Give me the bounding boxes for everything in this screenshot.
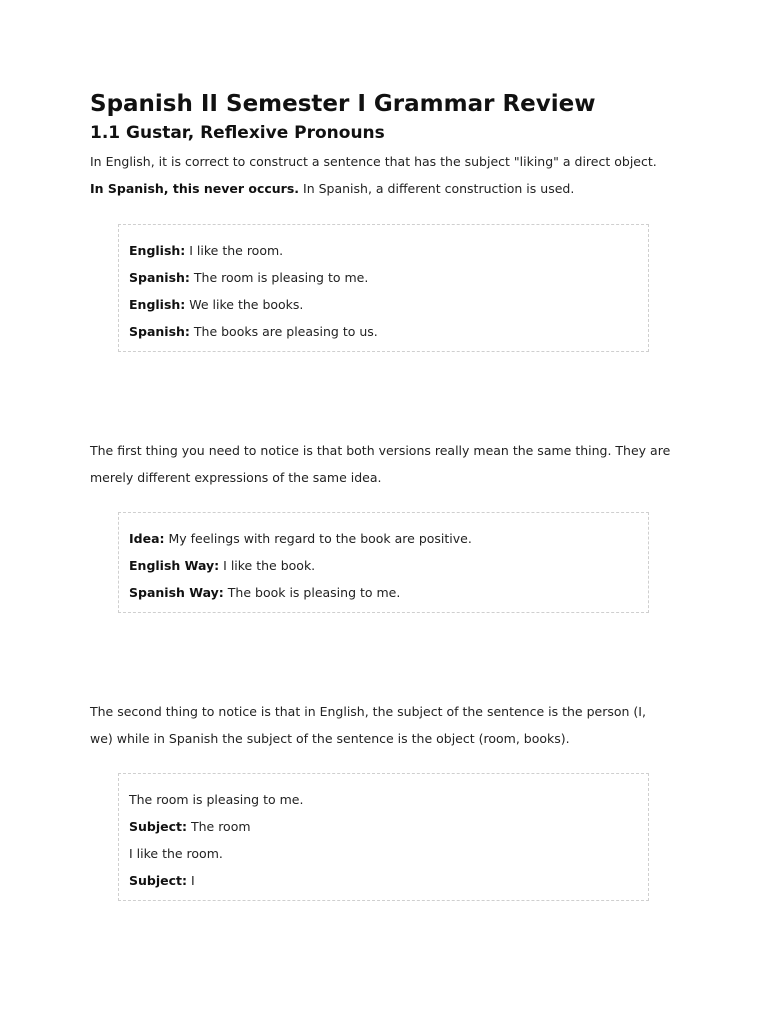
intro-paragraph: [90, 148, 690, 202]
example-line: [129, 552, 638, 579]
example-text: I like the room.: [129, 846, 223, 861]
example-line: [129, 525, 638, 552]
paragraph-2-line-1: The first thing you need to notice is that both versions really mean the same thing. They are: [90, 443, 671, 458]
example-box-1: [118, 224, 649, 352]
example-line: [129, 579, 638, 606]
example-line: [129, 786, 638, 813]
example-text: My feelings with regard to the book are positive.: [164, 531, 472, 546]
paragraph-3: [90, 698, 690, 752]
example-label: Spanish:: [129, 324, 190, 339]
example-label: English Way:: [129, 558, 220, 573]
paragraph-3-line-2: we) while in Spanish the subject of the sentence is the object (room, books).: [90, 731, 570, 746]
example-label: English:: [129, 243, 186, 258]
example-text: I like the book.: [219, 558, 316, 573]
example-text: I: [187, 873, 195, 888]
example-label: Subject:: [129, 873, 187, 888]
section-heading: 1.1 Gustar, Reflexive Pronouns: [90, 123, 385, 143]
example-text: The room is pleasing to me.: [129, 792, 304, 807]
example-label: Spanish:: [129, 270, 190, 285]
example-text: I like the room.: [185, 243, 284, 258]
example-text: The room: [187, 819, 251, 834]
example-label: Spanish Way:: [129, 585, 224, 600]
example-text: The book is pleasing to me.: [223, 585, 401, 600]
example-box-2: [118, 512, 649, 613]
paragraph-3-line-1: The second thing to notice is that in English, the subject of the sentence is the person (I,: [90, 704, 646, 719]
example-line: [129, 813, 638, 840]
example-line: [129, 318, 638, 345]
example-line: [129, 237, 638, 264]
example-line: [129, 867, 638, 894]
intro-line-2: [90, 175, 690, 202]
intro-line-2-rest: In Spanish, a different construction is used.: [299, 181, 575, 196]
document-title: Spanish II Semester I Grammar Review: [90, 91, 596, 117]
paragraph-2-line-2: merely different expressions of the same idea.: [90, 470, 382, 485]
example-box-3: [118, 773, 649, 901]
paragraph-2: [90, 437, 690, 491]
example-line: [129, 264, 638, 291]
example-label: Subject:: [129, 819, 187, 834]
example-line: [129, 840, 638, 867]
example-line: [129, 291, 638, 318]
intro-line-2-bold: In Spanish, this never occurs.: [90, 181, 300, 196]
example-text: The books are pleasing to us.: [189, 324, 378, 339]
example-text: The room is pleasing to me.: [189, 270, 369, 285]
example-text: We like the books.: [185, 297, 304, 312]
intro-line-1: In English, it is correct to construct a sentence that has the subject "liking" a direct object.: [90, 154, 657, 169]
example-label: Idea:: [129, 531, 165, 546]
example-label: English:: [129, 297, 186, 312]
